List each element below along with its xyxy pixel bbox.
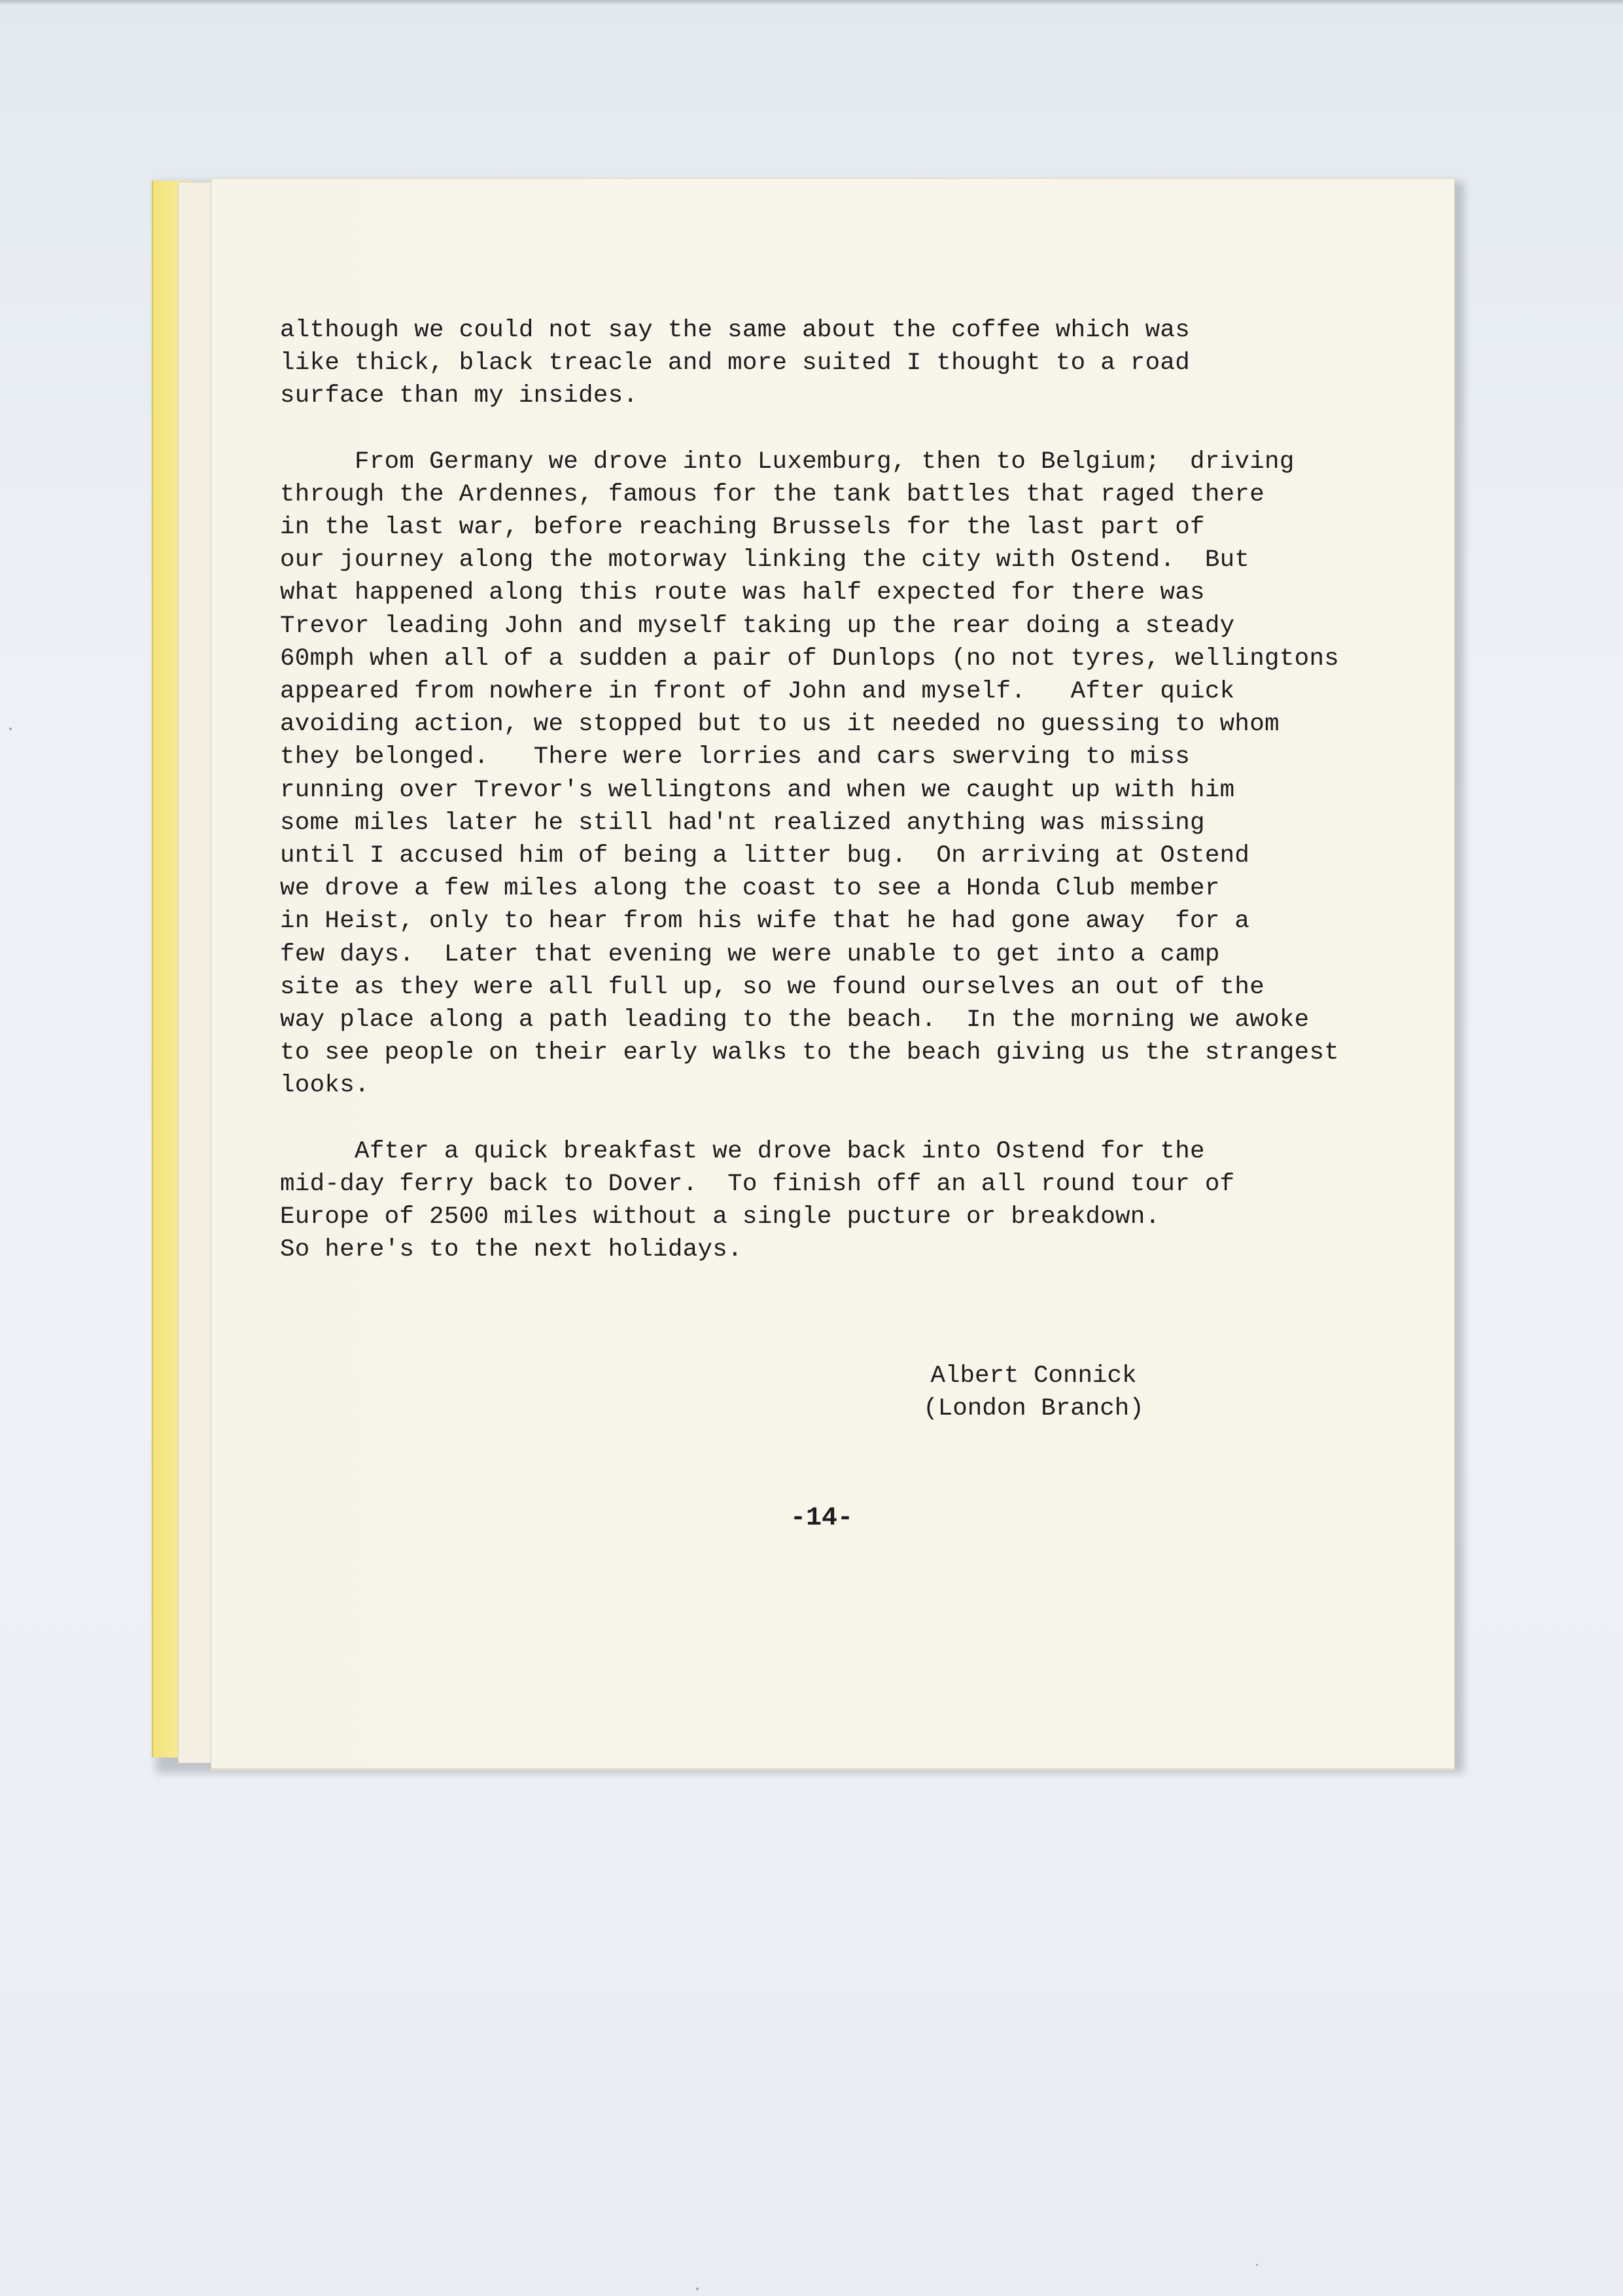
scan-speck <box>9 728 12 730</box>
author-branch: (London Branch) <box>923 1395 1144 1422</box>
paragraph <box>280 446 1444 1103</box>
scan-speck <box>1256 2264 1258 2266</box>
text-line: Europe of 2500 miles without a single pucture or breakdown. <box>280 1203 1161 1231</box>
paragraph <box>280 1135 1444 1267</box>
text-line: we drove a few miles along the coast to see a Honda Club member <box>280 875 1220 903</box>
author-name: Albert Connick <box>930 1362 1137 1390</box>
text-line: Trevor leading John and myself taking up the rear doing a steady <box>280 612 1235 640</box>
text-line: what happened along this route was half expected for there was <box>280 579 1205 607</box>
typed-body <box>280 314 1444 1266</box>
paragraph <box>280 314 1444 413</box>
paragraph-gap <box>280 1103 1444 1135</box>
signature-block <box>864 1360 1204 1425</box>
text-line: our journey along the motorway linking the city with Ostend. But <box>280 546 1250 574</box>
text-line: they belonged. There were lorries and cars swerving to miss <box>280 743 1191 771</box>
scan-speck <box>696 2287 699 2290</box>
text-line: in Heist, only to hear from his wife that he had gone away for a <box>280 908 1250 936</box>
page-number: -14- <box>790 1504 853 1533</box>
text-line: few days. Later that evening we were unable to get into a camp <box>280 940 1220 968</box>
paragraph-gap <box>280 413 1444 446</box>
text-line: until I accused him of being a litter bug. On arriving at Ostend <box>280 842 1250 870</box>
text-line: site as they were all full up, so we found ourselves an out of the <box>280 973 1265 1001</box>
text-line: mid-day ferry back to Dover. To finish off an all round tour of <box>280 1170 1235 1198</box>
text-line: looks. <box>280 1072 370 1100</box>
text-line: to see people on their early walks to the beach giving us the strangest <box>280 1039 1340 1067</box>
text-line: through the Ardennes, famous for the tank battles that raged there <box>280 480 1265 508</box>
text-line: After a quick breakfast we drove back into Ostend for the <box>280 1137 1205 1165</box>
text-line: like thick, black treacle and more suited I thought to a road <box>280 349 1191 378</box>
text-line: From Germany we drove into Luxemburg, then to Belgium; driving <box>280 448 1295 476</box>
text-line: some miles later he still had'nt realized anything was missing <box>280 809 1205 837</box>
scan-top-edge <box>0 0 1623 5</box>
text-line: So here's to the next holidays. <box>280 1236 742 1264</box>
text-line: 60mph when all of a sudden a pair of Dunlops (no not tyres, wellingtons <box>280 645 1340 673</box>
text-line: avoiding action, we stopped but to us it needed no guessing to whom <box>280 711 1280 739</box>
text-line: appeared from nowhere in front of John and myself. After quick <box>280 678 1235 706</box>
text-line: way place along a path leading to the beach. In the morning we awoke <box>280 1006 1310 1034</box>
text-line: surface than my insides. <box>280 382 638 410</box>
text-line: running over Trevor's wellingtons and when we caught up with him <box>280 776 1235 804</box>
text-line: although we could not say the same about the coffee which was <box>280 317 1191 344</box>
text-line: in the last war, before reaching Brussels for the last part of <box>280 514 1205 542</box>
